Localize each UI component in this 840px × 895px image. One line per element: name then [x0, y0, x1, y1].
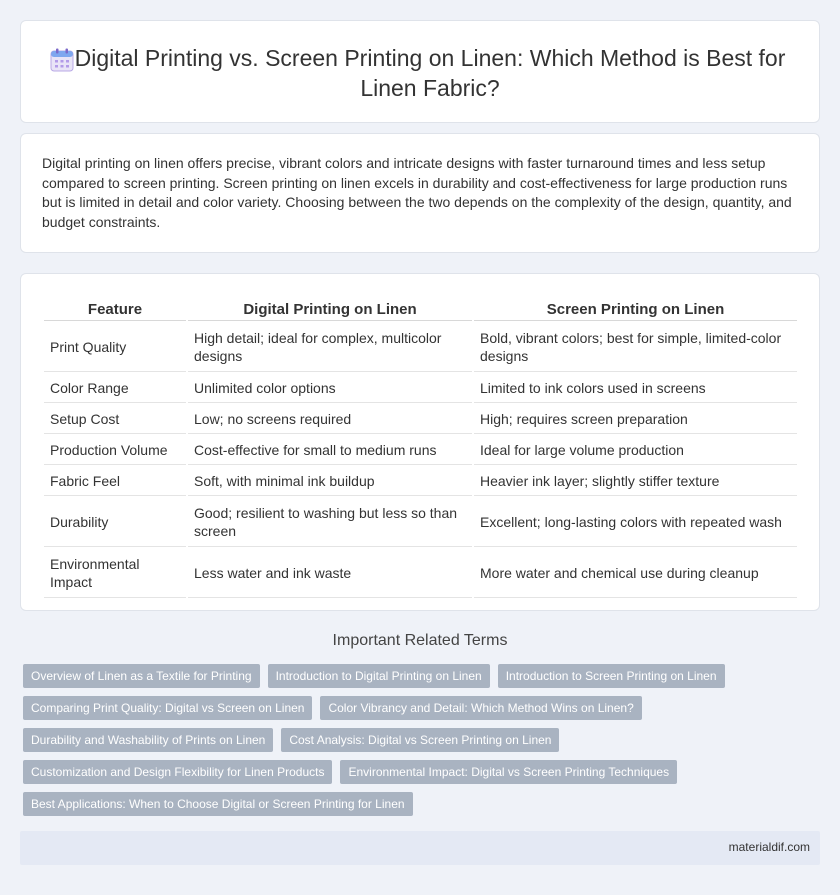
related-terms-list — [23, 664, 783, 824]
table-header-row — [44, 297, 797, 321]
table-cell: Color Range — [44, 374, 186, 403]
table-row — [44, 467, 797, 496]
related-term-tag[interactable]: Overview of Linen as a Textile for Printing — [23, 664, 260, 688]
table-cell: Production Volume — [44, 436, 186, 465]
intro-card — [20, 133, 820, 253]
table-row — [44, 323, 797, 372]
related-term-tag[interactable]: Environmental Impact: Digital vs Screen Printing Techniques — [340, 760, 677, 784]
related-term-tag[interactable]: Customization and Design Flexibility for Linen Products — [23, 760, 332, 784]
tag-row — [23, 696, 783, 720]
tag-row — [23, 792, 783, 816]
table-row — [44, 405, 797, 434]
related-terms-title: Important Related Terms — [332, 632, 508, 649]
tag-row — [23, 760, 783, 784]
table-cell: Ideal for large volume production — [474, 436, 797, 465]
table-cell: Fabric Feel — [44, 467, 186, 496]
column-header: Digital Printing on Linen — [188, 297, 472, 321]
tag-row — [23, 728, 783, 752]
table-cell: Excellent; long-lasting colors with repeated wash — [474, 498, 797, 547]
table-cell: Environmental Impact — [44, 549, 186, 598]
related-term-tag[interactable]: Cost Analysis: Digital vs Screen Printing on Linen — [281, 728, 559, 752]
table-row — [44, 549, 797, 598]
related-term-tag[interactable]: Comparing Print Quality: Digital vs Screen on Linen — [23, 696, 312, 720]
table-cell: Bold, vibrant colors; best for simple, limited-color designs — [474, 323, 797, 372]
table-cell: Limited to ink colors used in screens — [474, 374, 797, 403]
intro-text: Digital printing on linen offers precise, vibrant colors and intricate designs with faster turnaround times and less setup compared to screen printing. Screen printing on linen excels in durability and cost-effectiveness for large production runs but is limited in detail and color variety. Choosing between the two depends on the complexity of the design, quantity, and budget constraints. — [42, 155, 792, 230]
table-row — [44, 498, 797, 547]
table-cell: More water and chemical use during cleanup — [474, 549, 797, 598]
table-row — [44, 374, 797, 403]
page-title: Digital Printing vs. Screen Printing on Linen: Which Method is Best for Linen Fabric? — [74, 45, 786, 101]
table-cell: Durability — [44, 498, 186, 547]
table-cell: Good; resilient to washing but less so than screen — [188, 498, 472, 547]
comparison-table — [42, 295, 799, 600]
table-cell: Heavier ink layer; slightly stiffer texture — [474, 467, 797, 496]
column-header: Feature — [44, 297, 186, 321]
table-cell: High; requires screen preparation — [474, 405, 797, 434]
table-cell: Unlimited color options — [188, 374, 472, 403]
footer-site-name[interactable]: materialdif.com — [728, 840, 810, 854]
table-cell: Print Quality — [44, 323, 186, 372]
related-term-tag[interactable]: Best Applications: When to Choose Digital or Screen Printing for Linen — [23, 792, 413, 816]
header-card — [20, 20, 820, 123]
related-term-tag[interactable]: Introduction to Screen Printing on Linen — [498, 664, 725, 688]
table-cell: High detail; ideal for complex, multicolor designs — [188, 323, 472, 372]
table-row — [44, 436, 797, 465]
column-header: Screen Printing on Linen — [474, 297, 797, 321]
related-term-tag[interactable]: Introduction to Digital Printing on Linen — [268, 664, 490, 688]
comparison-card — [20, 273, 820, 611]
table-cell: Cost-effective for small to medium runs — [188, 436, 472, 465]
table-cell: Setup Cost — [44, 405, 186, 434]
related-term-tag[interactable]: Durability and Washability of Prints on Linen — [23, 728, 273, 752]
footer — [20, 831, 820, 865]
table-cell: Soft, with minimal ink buildup — [188, 467, 472, 496]
table-cell: Less water and ink waste — [188, 549, 472, 598]
table-cell: Low; no screens required — [188, 405, 472, 434]
tag-row — [23, 664, 783, 688]
related-term-tag[interactable]: Color Vibrancy and Detail: Which Method Wins on Linen? — [320, 696, 641, 720]
